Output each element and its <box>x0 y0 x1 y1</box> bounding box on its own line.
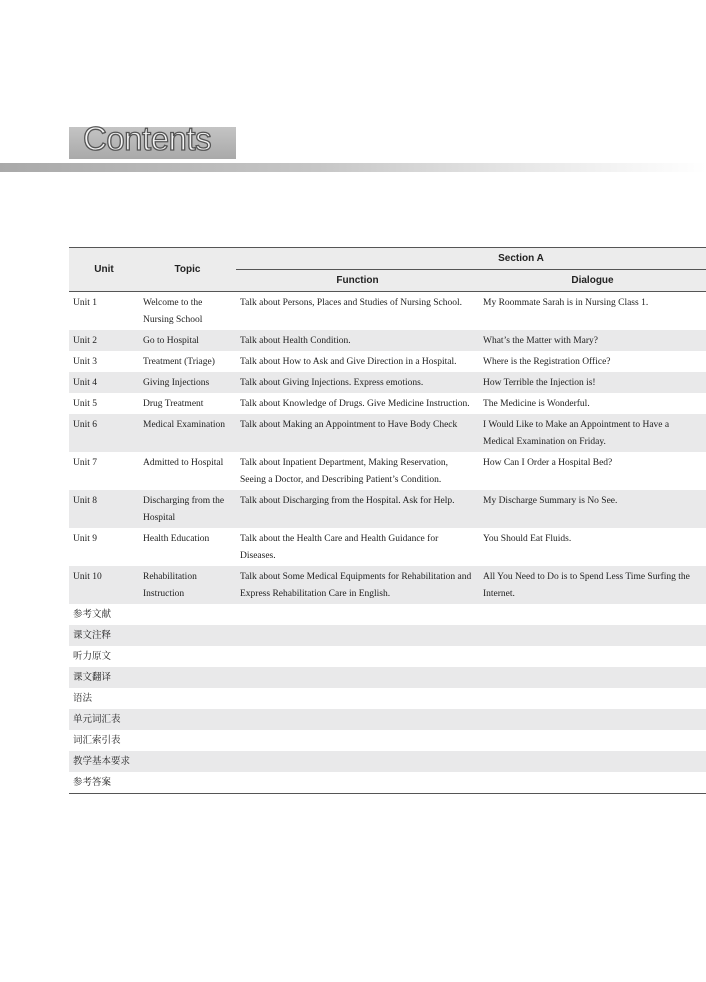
function-cell: Talk about How to Ask and Give Direction in a Hospital. <box>240 357 457 367</box>
function-cell: Talk about Health Condition. <box>236 330 479 351</box>
dialogue-cell: All You Need to Do is to Spend Less Time Surfing the Internet. <box>479 566 706 604</box>
appendix-item: 参考答案 <box>69 772 706 794</box>
function-cell: Talk about Discharging from the Hospital. Ask for Help. <box>236 490 479 528</box>
dialogue-cell: What’s the Matter with Mary? <box>479 330 706 351</box>
function-cell: Talk about Giving Injections. Express emotions. <box>236 372 479 393</box>
topic-cell: Welcome to the Nursing School <box>143 298 203 325</box>
function-cell: Talk about the Health Care and Health Guidance for Diseases. <box>240 534 439 561</box>
table-row <box>69 452 706 490</box>
appendix-row <box>69 751 706 772</box>
appendix-item: 课文翻译 <box>69 667 706 688</box>
title-rule <box>0 163 706 172</box>
topic-cell: Medical Examination <box>139 414 236 452</box>
function-cell: Talk about Persons, Places and Studies of Nursing School. <box>240 298 463 308</box>
appendix-row <box>69 772 706 794</box>
function-cell: Talk about Knowledge of Drugs. Give Medicine Instruction. <box>240 399 470 409</box>
unit-cell: Unit 6 <box>69 414 139 452</box>
unit-cell: Unit 3 <box>73 357 98 367</box>
dialogue-cell: The Medicine is Wonderful. <box>483 399 590 409</box>
topic-cell: Discharging from the Hospital <box>139 490 236 528</box>
function-cell: Talk about Inpatient Department, Making Reservation, Seeing a Doctor, and Describing Patient’s Condition. <box>240 458 449 485</box>
appendix-item: 语法 <box>73 694 93 704</box>
dialogue-cell: Where is the Registration Office? <box>483 357 611 367</box>
contents-table <box>69 247 706 794</box>
unit-cell: Unit 9 <box>73 534 98 544</box>
page-title: Contents <box>83 120 212 157</box>
appendix-row <box>69 625 706 646</box>
header-unit: Unit <box>69 248 139 292</box>
appendix-row <box>69 667 706 688</box>
topic-cell: Giving Injections <box>139 372 236 393</box>
header-dialogue: Dialogue <box>479 270 706 292</box>
unit-cell: Unit 7 <box>73 458 98 468</box>
dialogue-cell: My Discharge Summary is No See. <box>479 490 706 528</box>
appendix-row <box>69 730 706 751</box>
table-row <box>69 330 706 351</box>
topic-cell: Health Education <box>143 534 210 544</box>
topic-cell: Treatment (Triage) <box>143 357 215 367</box>
function-cell: Talk about Some Medical Equipments for Rehabilitation and Express Rehabilitation Care in English. <box>236 566 479 604</box>
function-cell: Talk about Making an Appointment to Have Body Check <box>236 414 479 452</box>
header-topic: Topic <box>139 248 236 292</box>
unit-cell: Unit 10 <box>69 566 139 604</box>
appendix-item: 单元词汇表 <box>69 709 706 730</box>
appendix-item: 课文注释 <box>69 625 706 646</box>
contents-title-box <box>69 120 236 159</box>
unit-cell: Unit 8 <box>69 490 139 528</box>
header-function: Function <box>236 270 479 292</box>
table-row <box>69 414 706 452</box>
table-row <box>69 292 706 331</box>
topic-cell: Go to Hospital <box>139 330 236 351</box>
table-row <box>69 393 706 414</box>
appendix-item: 词汇索引表 <box>73 736 121 746</box>
unit-cell: Unit 1 <box>73 298 98 308</box>
dialogue-cell: How Terrible the Injection is! <box>479 372 706 393</box>
table-row <box>69 566 706 604</box>
dialogue-cell: My Roommate Sarah is in Nursing Class 1. <box>483 298 649 308</box>
appendix-item: 听力原文 <box>73 652 112 662</box>
unit-cell: Unit 4 <box>69 372 139 393</box>
dialogue-cell: You Should Eat Fluids. <box>483 534 572 544</box>
unit-cell: Unit 2 <box>69 330 139 351</box>
appendix-item: 教学基本要求 <box>69 751 706 772</box>
appendix-row <box>69 688 706 709</box>
topic-cell: Admitted to Hospital <box>143 458 224 468</box>
dialogue-cell: I Would Like to Make an Appointment to Have a Medical Examination on Friday. <box>479 414 706 452</box>
topic-cell: Drug Treatment <box>143 399 204 409</box>
topic-cell: Rehabilitation Instruction <box>139 566 236 604</box>
table-row <box>69 372 706 393</box>
table-row <box>69 528 706 566</box>
appendix-row <box>69 709 706 730</box>
table-row <box>69 351 706 372</box>
unit-cell: Unit 5 <box>73 399 98 409</box>
appendix-row <box>69 604 706 625</box>
header-section-a: Section A <box>236 248 706 270</box>
appendix-row <box>69 646 706 667</box>
dialogue-cell: How Can I Order a Hospital Bed? <box>483 458 613 468</box>
appendix-item: 参考文献 <box>73 610 112 620</box>
table-row <box>69 490 706 528</box>
